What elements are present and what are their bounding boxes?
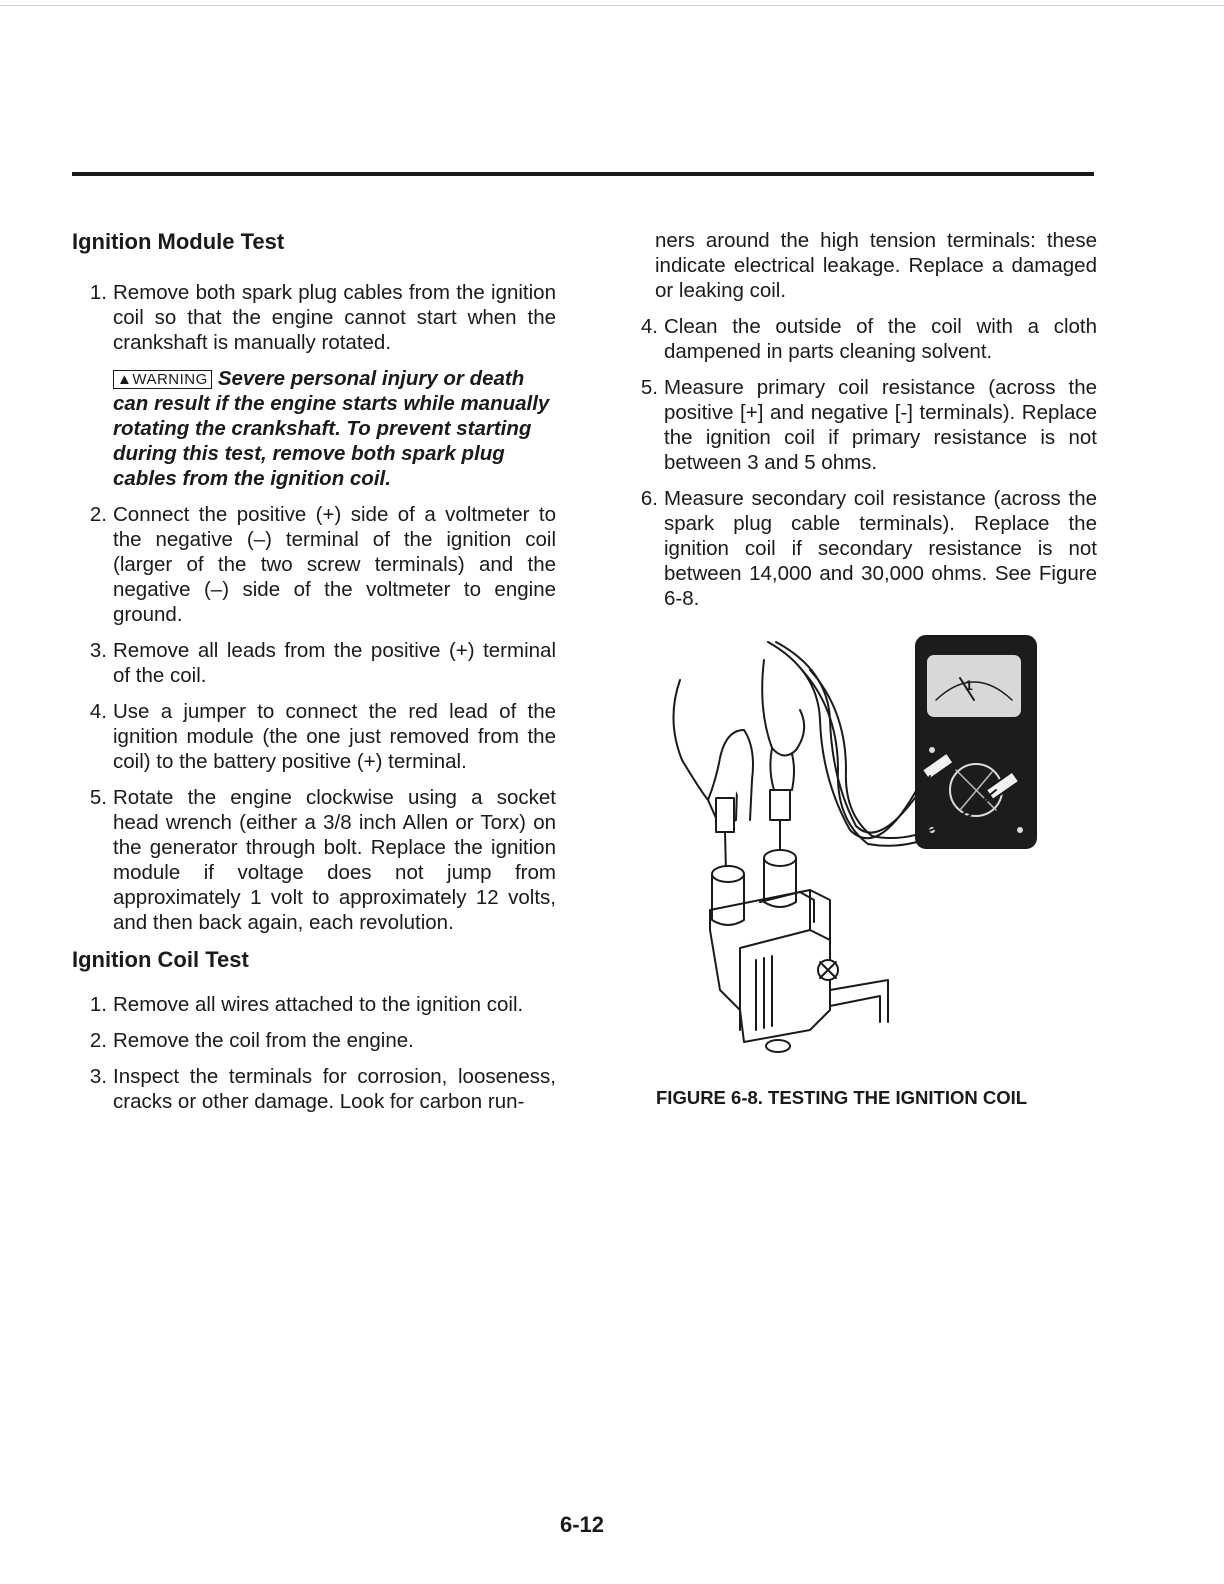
step-number: 1.	[89, 993, 107, 1016]
warning-text: Severe personal injury or death can result if the engine starts while manually rotating the crankshaft. To prevent starting during this test, remove both spark plug cables from the ignition coil.	[113, 367, 550, 490]
coil-test-steps	[72, 992, 556, 1114]
module-test-steps	[72, 280, 556, 355]
dial-mark: 1	[965, 677, 973, 693]
step-number: 6.	[640, 487, 658, 510]
top-hairline	[0, 5, 1224, 6]
list-item	[72, 502, 556, 627]
warning-badge	[113, 370, 212, 389]
list-item	[623, 375, 1097, 475]
warning-triangle-icon: ▲	[117, 371, 133, 388]
step-text: Rotate the engine clockwise using a socket head wrench (either a 3/8 inch Allen or Torx) on the generator through bolt. Replace the ignition module if voltage does not jump from approximately 1 volt to approximately 12 volts, and then back again, each revolution.	[113, 786, 556, 934]
step-text: Remove all leads from the positive (+) terminal of the coil.	[113, 639, 556, 687]
ignition-coil	[710, 890, 830, 1042]
step-number: 5.	[640, 376, 658, 399]
page-number: 6-12	[560, 1512, 605, 1537]
step-text: Measure secondary coil resistance (across the spark plug cable terminals). Replace the ignition coil if secondary resistance is not between 14,000 and 30,000 ohms. See Figure 6-8.	[664, 487, 1097, 610]
ignition-coil-figure	[660, 630, 1060, 1060]
warning-box	[113, 366, 556, 491]
step-text: Inspect the terminals for corrosion, looseness, cracks or other damage. Look for carbon run-	[113, 1065, 556, 1113]
list-item	[623, 314, 1097, 364]
probe-left	[716, 798, 734, 832]
list-item	[623, 486, 1097, 611]
list-item	[72, 699, 556, 774]
warning-label: WARNING	[132, 371, 208, 388]
step-text: Remove all wires attached to the ignition coil.	[113, 993, 524, 1016]
step-number: 4.	[89, 700, 107, 723]
step-continuation: ners around the high tension terminals: these indicate electrical leakage. Replace a damaged or leaking coil.	[655, 229, 1097, 302]
step-text: Remove the coil from the engine.	[113, 1029, 414, 1052]
step-number: 4.	[640, 315, 658, 338]
coil-test-heading: Ignition Coil Test	[72, 947, 249, 972]
right-column	[623, 228, 1097, 622]
list-item	[72, 785, 556, 935]
step-text: Measure primary coil resistance (across the positive [+] and negative [-] terminals). Replace the ignition coil if primary resistance is not between 3 and 5 ohms.	[664, 376, 1097, 474]
list-item	[72, 280, 556, 355]
list-item	[72, 638, 556, 688]
coil-tower-right	[764, 850, 796, 866]
left-column	[72, 228, 556, 1125]
step-number: 2.	[89, 503, 107, 526]
list-item	[72, 1028, 556, 1053]
step-number: 5.	[89, 786, 107, 809]
step-text: Use a jumper to connect the red lead of the ignition module (the one just removed from the coil) to the battery positive (+) terminal.	[113, 700, 556, 773]
probe-right	[770, 790, 790, 820]
step-number: 2.	[89, 1029, 107, 1052]
right-hand	[762, 660, 804, 756]
step-text: Clean the outside of the coil with a cloth dampened in parts cleaning solvent.	[664, 315, 1097, 363]
module-test-heading: Ignition Module Test	[72, 229, 285, 254]
figure-caption: FIGURE 6-8. TESTING THE IGNITION COIL	[656, 1087, 1028, 1108]
header-rule	[72, 172, 1094, 176]
list-item	[72, 992, 556, 1017]
step-text: Remove both spark plug cables from the ignition coil so that the engine cannot start when the crankshaft is manually rotated.	[113, 281, 556, 354]
coil-tower-left	[712, 866, 744, 882]
module-test-steps-continued	[72, 502, 556, 935]
step-number: 3.	[89, 1065, 107, 1088]
step-number: 1.	[89, 281, 107, 304]
meter-dial	[928, 656, 1020, 716]
step-text: Connect the positive (+) side of a voltmeter to the negative (–) terminal of the ignition coil (larger of the two screw terminals) and the negative (–) side of the voltmeter to engine ground.	[113, 503, 556, 626]
step-number: 3.	[89, 639, 107, 662]
coil-test-steps-right	[623, 314, 1097, 611]
list-item	[72, 1064, 556, 1114]
